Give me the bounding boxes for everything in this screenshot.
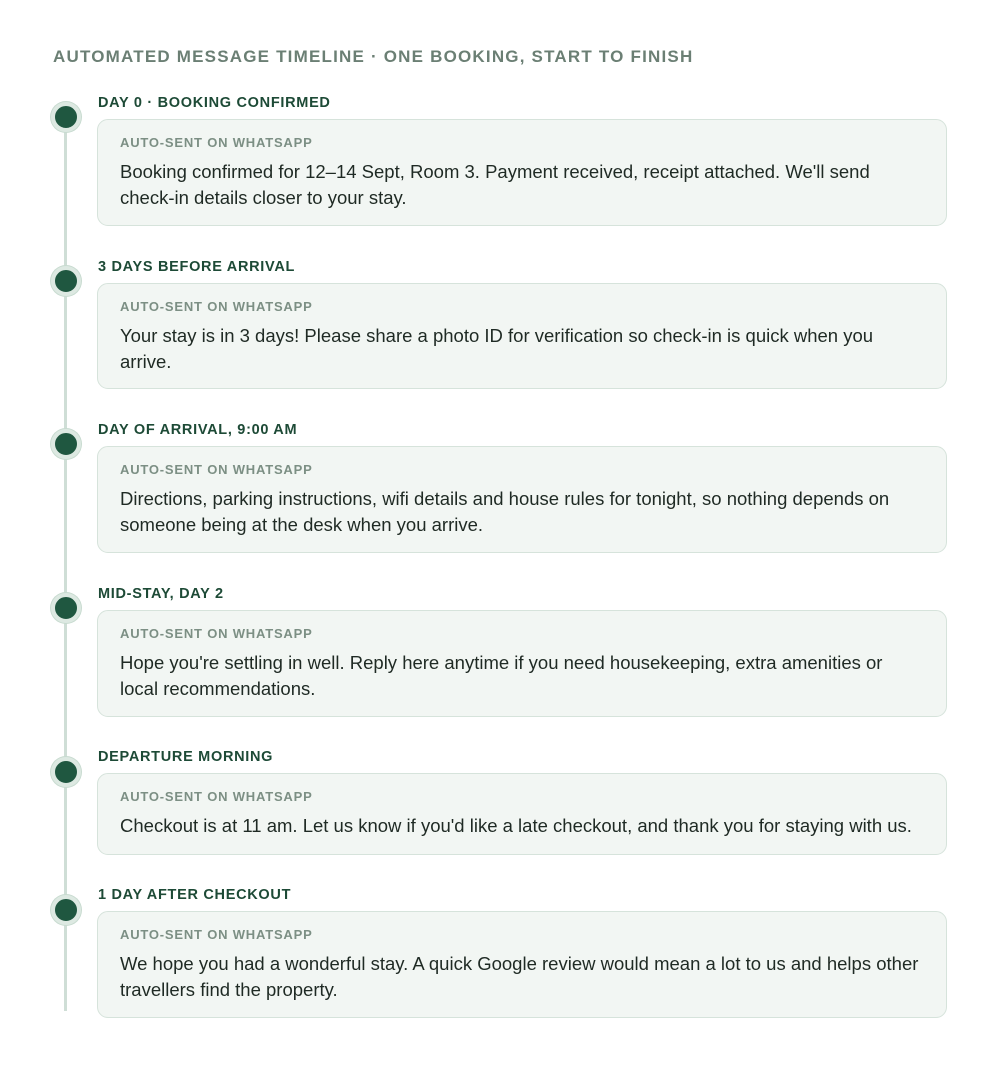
timeline-dot-icon — [51, 593, 81, 623]
message-text: Directions, parking instructions, wifi details and house rules for tonight, so nothing depends on someone being at the desk when you arrive. — [120, 488, 890, 535]
timeline-rail — [64, 113, 67, 1011]
timeline-entry-label: MID-STAY, DAY 2 — [98, 586, 224, 602]
message-channel: AUTO-SENT ON WHATSAPP — [120, 299, 313, 314]
message-channel: AUTO-SENT ON WHATSAPP — [120, 789, 313, 804]
message-channel: AUTO-SENT ON WHATSAPP — [120, 462, 313, 477]
message-card — [97, 119, 947, 226]
timeline-dot-icon — [51, 429, 81, 459]
message-card — [97, 773, 947, 855]
page-title: AUTOMATED MESSAGE TIMELINE · ONE BOOKING, START TO FINISH — [53, 47, 694, 66]
timeline-dot-icon — [51, 895, 81, 925]
message-text: Your stay is in 3 days! Please share a photo ID for verification so check-in is quick when you arrive. — [120, 325, 874, 372]
timeline-entry-label: DEPARTURE MORNING — [98, 749, 274, 765]
message-card — [97, 446, 947, 553]
message-text: Hope you're settling in well. Reply here anytime if you need housekeeping, extra amenities or local recommendations. — [120, 652, 883, 699]
message-text: We hope you had a wonderful stay. A quick Google review would mean a lot to us and helps other travellers find the property. — [120, 953, 919, 1000]
message-text: Checkout is at 11 am. Let us know if you'd like a late checkout, and thank you for staying with us. — [120, 815, 912, 836]
timeline-dot-icon — [51, 102, 81, 132]
message-card — [97, 610, 947, 717]
timeline-entry-label: DAY 0 · BOOKING CONFIRMED — [98, 95, 331, 111]
timeline-entry-label: DAY OF ARRIVAL, 9:00 AM — [98, 422, 298, 438]
timeline-dot-icon — [51, 757, 81, 787]
message-card — [97, 283, 947, 389]
timeline-entry-label: 3 DAYS BEFORE ARRIVAL — [98, 259, 296, 275]
message-text: Booking confirmed for 12–14 Sept, Room 3. Payment received, receipt attached. We'll send check-in details closer to your stay. — [120, 161, 870, 208]
message-channel: AUTO-SENT ON WHATSAPP — [120, 135, 313, 150]
message-channel: AUTO-SENT ON WHATSAPP — [120, 626, 313, 641]
timeline-entry-label: 1 DAY AFTER CHECKOUT — [98, 887, 292, 903]
message-channel: AUTO-SENT ON WHATSAPP — [120, 927, 313, 942]
message-card — [97, 911, 947, 1018]
timeline-dot-icon — [51, 266, 81, 296]
